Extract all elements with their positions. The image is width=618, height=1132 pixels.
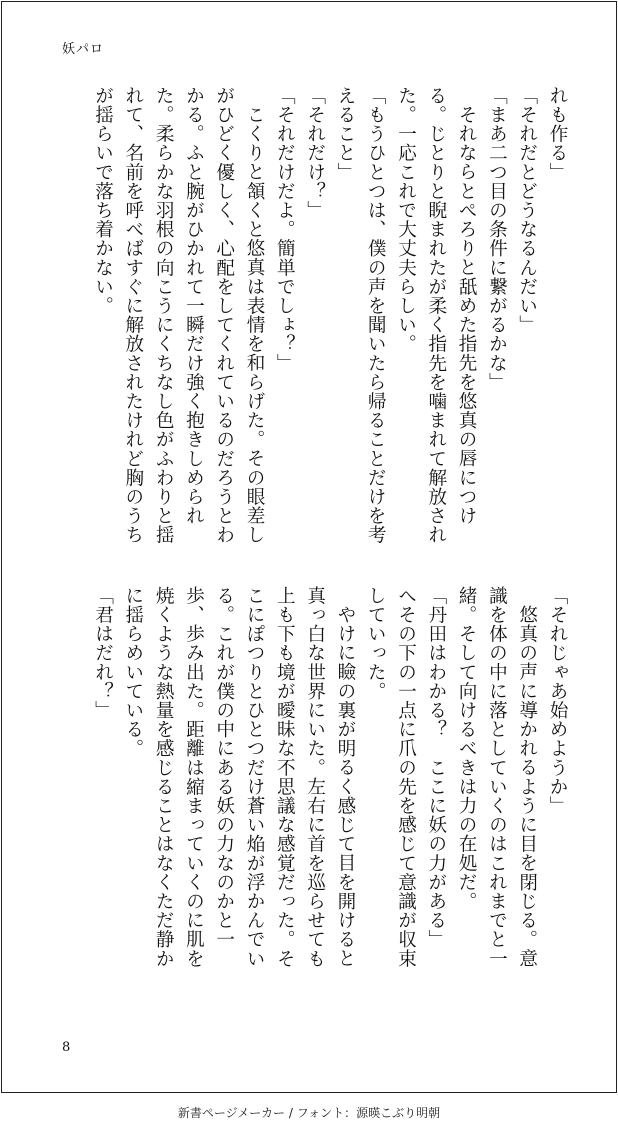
paragraph: 悠真の声に導かれるように目を閉じる。意識を体の中に落としていくのはこれまでと一緒。そして向けるべきは力の在処だ。 xyxy=(456,586,538,968)
paragraph: へその下の一点に爪の先を感じて意識が収束していった。 xyxy=(365,586,417,968)
paragraph: こくりと頷くと悠真は表情を和らげた。その眼差しがひどく優しく、心配をしてくれているのだろうとわかる。ふと腕がひかれて一瞬だけ強く抱きしめられた。柔らかな羽根の向こうにくちなし色がふわりと揺れて、名前を呼べばすぐに解放されたけれど胸のうちが揺らいで落ち着かない。 xyxy=(92,86,266,545)
paragraph: 「それじゃあ始めようか」 xyxy=(547,586,568,816)
lower-text-block xyxy=(87,586,572,986)
running-header: 妖パロ xyxy=(62,42,105,57)
paragraph: 「それだけ？」 xyxy=(304,86,326,220)
paragraph: 「もうひとつは、僕の声を聞いたら帰ることだけを考えること」 xyxy=(334,86,387,545)
page-number: 8 xyxy=(62,1040,71,1055)
footer-credit: 新書ページメーカー / フォント：源暎こぶり明朝 xyxy=(177,1106,441,1120)
paragraph: それならとぺろりと舐めた指先を悠真の唇につける。じとりと睨まれたが柔く指先を噛まれて解放された。一応これで大丈夫らしい。 xyxy=(395,86,478,545)
book-page xyxy=(1,1,617,1093)
paragraph: 「丹田はわかる？ ここに妖の力がある」 xyxy=(425,586,447,949)
paragraph: 「君はだれ？」 xyxy=(92,586,114,720)
upper-text-block xyxy=(87,86,572,546)
paragraph: 「それだとどうなるんだい」 xyxy=(516,86,538,335)
paragraph: 「それだけだよ。簡単でしょ？」 xyxy=(274,86,296,373)
paragraph: れも作る」 xyxy=(547,86,568,182)
paragraph: やけに瞼の裏が明るく感じて目を開けると真っ白な世界にいた。左右に首を巡らせても上も下も境が曖昧な不思議な感覚だった。そこにぽつりとひとつだけ蒼い焔が浮かんでいる。これが僕の中にある妖の力なのかと一歩、歩み出た。距離は縮まっていくのに肌を焼くような熱量を感じることはなくただ静かに揺らめいている。 xyxy=(122,586,356,968)
paragraph: 「まあ二つ目の条件に繋がるかな」 xyxy=(486,86,508,392)
